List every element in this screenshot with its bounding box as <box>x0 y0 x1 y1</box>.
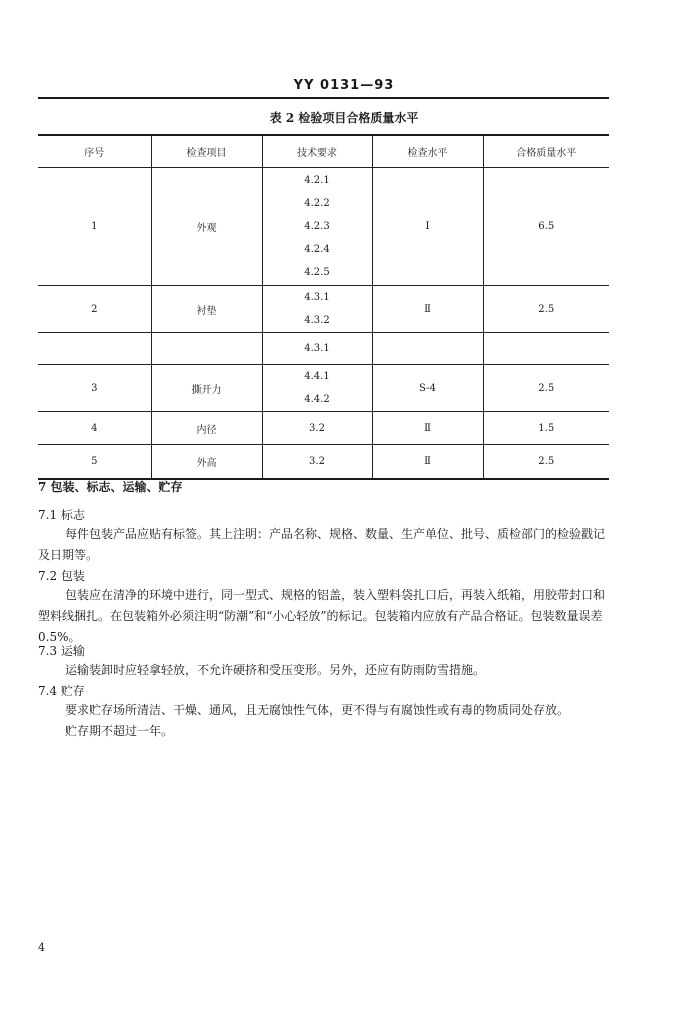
cell-no: 5 <box>38 445 151 479</box>
requirement-line: 4.2.3 <box>304 221 330 232</box>
col-header-item: 检查项目 <box>151 135 262 168</box>
cell-item: 衬垫 <box>151 286 262 333</box>
section-7-3-text: 运输装卸时应轻拿轻放，不允许硬挤和受压变形。另外，还应有防雨防雪措施。 <box>65 663 486 677</box>
cell-no: 3 <box>38 365 151 412</box>
page-number: 4 <box>38 941 45 954</box>
section-7-2-heading: 7.2 包装 <box>38 569 85 583</box>
requirement-line: 4.2.2 <box>304 198 330 209</box>
section-7-4-heading: 7.4 贮存 <box>38 684 85 698</box>
cell-aql: 6.5 <box>483 168 609 286</box>
col-header-level: 检查水平 <box>372 135 483 168</box>
cell-level: Ⅰ <box>372 168 483 286</box>
table-title: 表 2 检验项目合格质量水平 <box>269 111 419 125</box>
table-header-row <box>38 135 609 168</box>
section-7-4-text-2: 贮存期不超过一年。 <box>65 724 174 738</box>
col-header-no: 序号 <box>38 135 151 168</box>
inspection-table <box>38 134 609 480</box>
cell-level: Ⅱ <box>372 286 483 333</box>
section-7-1-heading: 7.1 标志 <box>38 508 85 522</box>
cell-no: 1 <box>38 168 151 286</box>
table-row <box>38 168 609 286</box>
cell-item: 外高 <box>151 445 262 479</box>
requirement-line: 4.4.1 <box>304 371 330 382</box>
cell-level: Ⅱ <box>372 445 483 479</box>
cell-no: 4 <box>38 412 151 445</box>
requirement-line: 4.3.2 <box>304 315 330 326</box>
cell-item: 撕开力 <box>151 365 262 412</box>
cell-requirements <box>262 445 372 479</box>
table-row <box>38 445 609 479</box>
cell-no: 2 <box>38 286 151 333</box>
cell-aql: 2.5 <box>483 365 609 412</box>
section-7-1-text: 每件包装产品应贴有标签。其上注明：产品名称、规格、数量、生产单位、批号、质检部门的检验戳记及日期等。 <box>38 527 606 562</box>
section-7-heading: 7 包装、标志、运输、贮存 <box>38 480 183 494</box>
table-row <box>38 365 609 412</box>
section-7-2-text: 包装应在清净的环境中进行，同一型式、规格的铝盖，装入塑料袋扎口后，再装入纸箱，用胶带封口和塑料线捆扎。在包装箱外必须注明“防潮”和“小心轻放”的标记。包装箱内应放有产品合格证。包装数量误差 0.5%。 <box>38 588 606 644</box>
requirement-line: 4.4.2 <box>304 394 330 405</box>
section-7-4-text-1: 要求贮存场所清洁、干燥、通风，且无腐蚀性气体，更不得与有腐蚀性或有毒的物质同处存放。 <box>65 703 570 717</box>
requirement-line: 4.2.1 <box>304 175 330 186</box>
cell-aql: 2.5 <box>483 286 609 333</box>
cell-item <box>151 333 262 365</box>
cell-level: S-4 <box>372 365 483 412</box>
cell-aql <box>483 333 609 365</box>
col-header-requirement: 技术要求 <box>262 135 372 168</box>
requirement-line: 4.2.4 <box>304 244 330 255</box>
cell-item: 外观 <box>151 168 262 286</box>
requirement-line: 3.2 <box>309 455 325 467</box>
requirement-line: 4.3.1 <box>304 292 330 303</box>
cell-requirements <box>262 168 372 286</box>
requirement-line: 4.2.5 <box>304 267 330 278</box>
cell-item: 内径 <box>151 412 262 445</box>
table-row <box>38 333 609 365</box>
standard-code: YY 0131—93 <box>293 78 395 93</box>
table-row <box>38 286 609 333</box>
requirement-line: 3.2 <box>309 422 325 434</box>
cell-requirements <box>262 365 372 412</box>
cell-aql: 1.5 <box>483 412 609 445</box>
table-row <box>38 412 609 445</box>
cell-requirements <box>262 412 372 445</box>
cell-level <box>372 333 483 365</box>
cell-requirements <box>262 286 372 333</box>
cell-aql: 2.5 <box>483 445 609 479</box>
cell-requirements <box>262 333 372 365</box>
header-rule <box>38 97 609 99</box>
requirement-line: 4.3.1 <box>304 343 330 354</box>
section-7-3-heading: 7.3 运输 <box>38 644 85 658</box>
col-header-aql: 合格质量水平 <box>483 135 609 168</box>
cell-level: Ⅱ <box>372 412 483 445</box>
cell-no <box>38 333 151 365</box>
